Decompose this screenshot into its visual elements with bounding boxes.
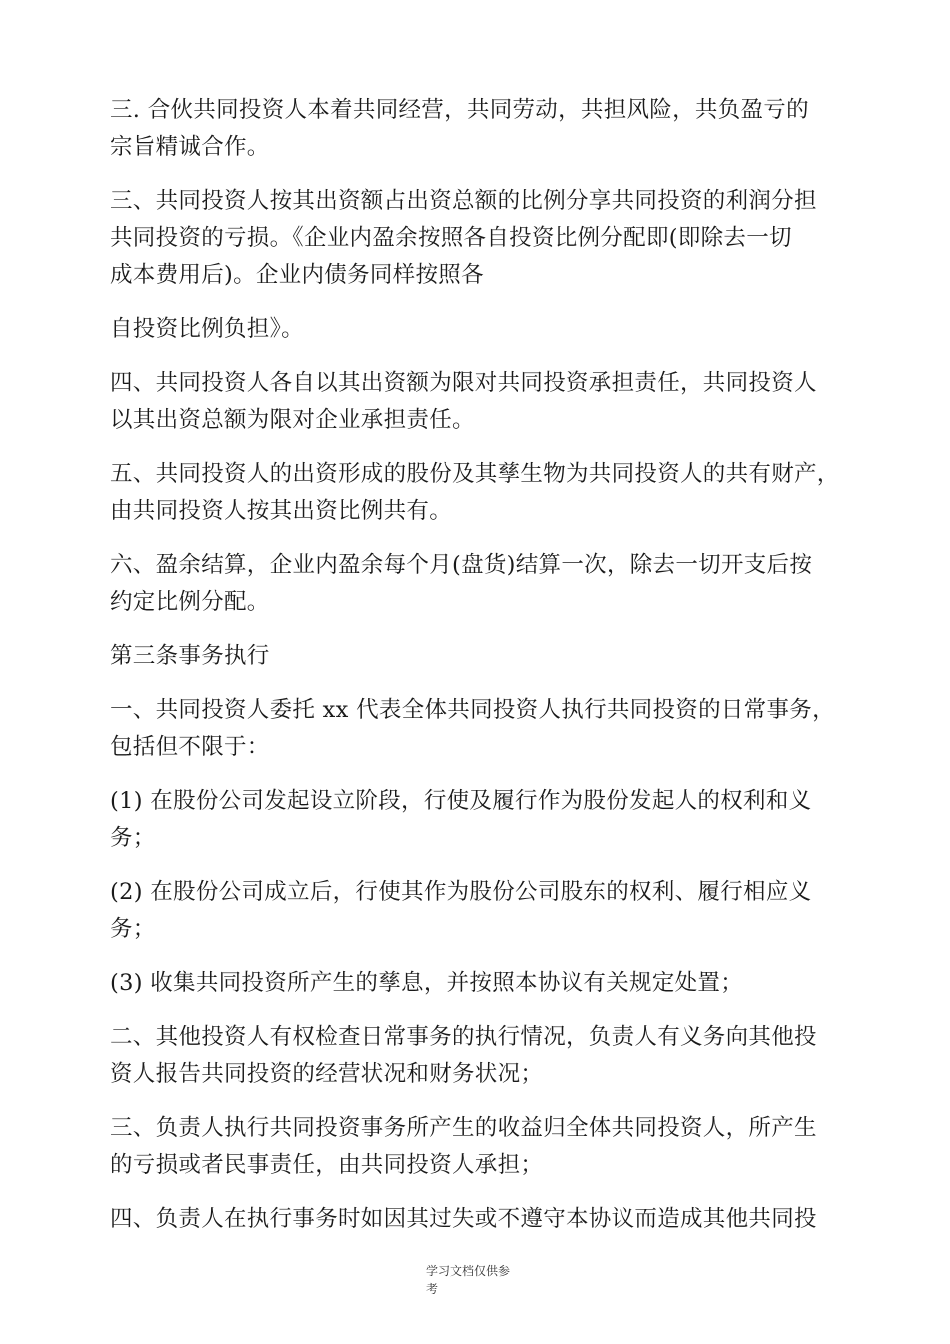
- text-line: 资人报告共同投资的经营状况和财务状况；: [110, 1061, 544, 1087]
- text-line: (3) 收集共同投资所产生的孳息，并按照本协议有关规定处置；: [110, 970, 744, 996]
- paragraph-13: [110, 1110, 845, 1184]
- page-footer: [426, 1262, 546, 1298]
- text-line: 自投资比例负担》。: [110, 316, 304, 342]
- text-line: (2) 在股份公司成立后，行使其作为股份公司股东的权利、履行相应义: [110, 879, 812, 905]
- footer-line: 学习文档仅供参: [426, 1264, 511, 1278]
- text-line: (1) 在股份公司发起设立阶段，行使及履行作为股份发起人的权利和义: [110, 788, 812, 814]
- paragraph-1: [110, 92, 845, 166]
- text-line: 包括但不限于：: [110, 734, 270, 760]
- text-line: 由共同投资人按其出资比例共有。: [110, 498, 453, 524]
- paragraph-9: [110, 783, 845, 857]
- paragraph-4: [110, 365, 845, 439]
- paragraph-12: [110, 1019, 845, 1093]
- paragraph-2: [110, 183, 845, 294]
- text-line: 务；: [110, 916, 156, 942]
- footer-line: 考: [426, 1282, 439, 1296]
- text-line: 以其出资总额为限对企业承担责任。: [110, 407, 475, 433]
- text-line: 五、共同投资人的出资形成的股份及其孳生物为共同投资人的共有财产，: [110, 461, 840, 487]
- document-body: [110, 92, 845, 1255]
- text-line: 成本费用后)。企业内债务同样按照各: [110, 262, 484, 288]
- text-line: 的亏损或者民事责任，由共同投资人承担；: [110, 1152, 544, 1178]
- text-line: 四、负责人在执行事务时如因其过失或不遵守本协议而造成其他共同投: [110, 1206, 817, 1232]
- paragraph-3: [110, 311, 845, 348]
- paragraph-8: [110, 692, 845, 766]
- text-line: 约定比例分配。: [110, 589, 270, 615]
- text-line: 务；: [110, 825, 156, 851]
- text-line: 一、共同投资人委托 xx 代表全体共同投资人执行共同投资的日常事务，: [110, 697, 835, 723]
- text-line: 四、共同投资人各自以其出资额为限对共同投资承担责任，共同投资人: [110, 370, 817, 396]
- text-line: 共同投资的亏损。《企业内盈余按照各自投资比例分配即(即除去一切: [110, 225, 792, 251]
- paragraph-11: [110, 965, 845, 1002]
- text-line: 三. 合伙共同投资人本着共同经营，共同劳动，共担风险，共负盈亏的: [110, 97, 809, 123]
- text-line: 第三条事务执行: [110, 643, 270, 669]
- paragraph-5: [110, 456, 845, 530]
- paragraph-10: [110, 874, 845, 948]
- text-line: 三、共同投资人按其出资额占出资总额的比例分享共同投资的利润分担: [110, 188, 817, 214]
- paragraph-14: [110, 1201, 845, 1238]
- text-line: 宗旨精诚合作。: [110, 134, 270, 160]
- text-line: 六、盈余结算，企业内盈余每个月(盘货)结算一次，除去一切开支后按: [110, 552, 813, 578]
- paragraph-6: [110, 547, 845, 621]
- section-heading: [110, 638, 845, 675]
- text-line: 二、其他投资人有权检查日常事务的执行情况，负责人有义务向其他投: [110, 1024, 817, 1050]
- text-line: 三、负责人执行共同投资事务所产生的收益归全体共同投资人，所产生: [110, 1115, 817, 1141]
